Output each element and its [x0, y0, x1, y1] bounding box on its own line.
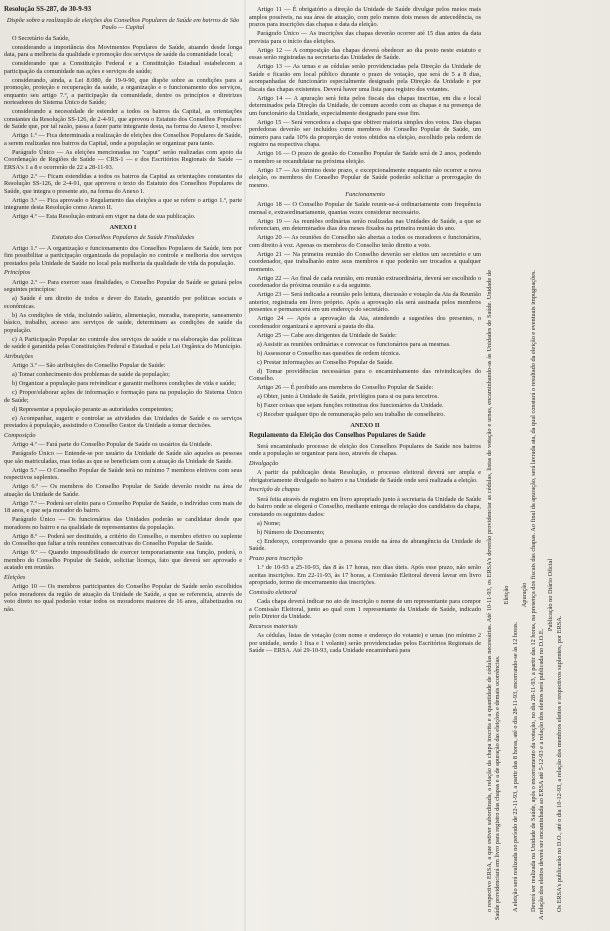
paragraph: b) As condições de vida, incluindo salário, alimentação, moradia, transporte, saneamento básico, trabalho, acesso aos serviços de saúde, determinam as condições de saúde da população. [4, 311, 242, 334]
paragraph: Artigo 12 — A composição das chapas deverá obedecer ao dia posto neste estatuto e essas serão registradas na secretaria das Unidades de Saúde. [249, 46, 481, 61]
left-column [4, 6, 242, 615]
paragraph: Parágrafo Único — Entende-se por usuário da Unidade de Saúde são aqueles as pessoas que são matriculadas, mas todas as que se beneficiam com a atuação da Unidade de Saúde. [4, 450, 242, 465]
paragraph: A eleição será realizada no período de 22-11-93, a partir das 8 horas, até o dia 28-11-93, encerrando-se às 12 horas. [511, 621, 519, 912]
rotated-column [486, 260, 604, 920]
subheading: Comissão eleitoral [249, 588, 297, 596]
paragraph: c) A Participação Popular no controle dos serviços de saúde e na elaboração das políticas de saúde é garantida pelas Constituições Federal e Estadual e pela Lei Orgânica do Município. [4, 335, 242, 350]
paragraph: Será encaminhado processo de eleição dos Conselhos Populares de Saúde nos bairros onde a população se organizar para isso, através de chapas. [249, 442, 481, 457]
resolution-title: Dispõe sobre a realização de eleições dos Conselhos Populares de Saúde em bairros de São Paulo — Capital [6, 16, 240, 31]
regulamento-body [249, 443, 481, 655]
column-fold [244, 0, 246, 931]
paragraph: Os ERSA's publicarão no D.O., até o dia 10-12-93, a relação dos membros eleitos e respectivos suplentes, por ERSA. [555, 615, 563, 912]
paragraph: As cédulas, listas de votação (com nome e endereço do votante) e urnas (no mínimo 2 por unidade, sendo 1 fixa e 1 volante) serão providenciadas pelos Escritórios Regionais de Saúde — ERSA. Até 29-10-93, cada Unidade encaminhará para [249, 632, 481, 654]
paragraph: b) Número de Documento; [257, 528, 325, 536]
subheading: Recursos materiais [249, 622, 298, 630]
paragraph: Parágrafo Único — As inscrições das chapas deverão ocorrer até 15 dias antes da data prevista para o início das eleições. [249, 30, 481, 45]
paragraph: Artigo 8.º — Poderá ser destituído, a critério do Conselho, o membro efetivo ou suplente do Conselho que faltar a três reuniões consecutivas do Conselho Popular de Saúde. [4, 532, 242, 547]
anexo-2-heading: ANEXO II [350, 421, 380, 429]
paragraph: a) Saúde é um direito de todos e dever do Estado, garantido por políticas sociais e econômicas. [4, 295, 242, 310]
paragraph: Artigo 3.º — Fica aprovado o Regulamento das eleições a que se refere o artigo 1.º, parte integrante desta Resolução como Anexo II. [4, 196, 242, 211]
paragraph: a) Tomar conhecimento dos problemas de saúde da população; [12, 371, 170, 378]
paragraph: d) Representar a população perante as autoridades competentes; [12, 405, 174, 413]
resolution-body [4, 35, 242, 221]
paragraph: Será feita através de registro em livro apropriado junto à secretaria da Unidade de Saúde do bairro onde se elegerá o Conselho, mediante entrega de relação dos candidatos da chapa, constando os seguintes dados: [249, 495, 481, 518]
right-column [249, 6, 481, 656]
paragraph: Artigo 15 — Será vencedora a chapa que obtiver maioria simples dos votos. Das chapas perdedoras deverão ser incluídos como membros do Conselho Popular de Saúde, um número para cada 10% da proporção de votos obtidos na eleição, escolhido pela ordem de registro na respectiva chapa. [249, 118, 481, 148]
paragraph: a) Obter, junto à Unidade de Saúde, privilégios para si ou para terceiros. [257, 393, 439, 400]
paragraph: b) Organizar a população para reivindicar e garantir melhores condições de vida e saúde; [12, 380, 236, 387]
estatuto-body-continued [249, 6, 481, 189]
paragraph: c) Receber qualquer tipo de remuneração pelo seu trabalho de conselheiro. [257, 411, 445, 418]
paragraph: Deverá ser realizada na Unidade de Saúde, após o encerramento da votação, no dia 28-11-93, a partir das 12 horas, na presença dos fiscais das chapas. Ao final da apuração, será lavrada ata, da qual constará o resultado da eleição e eventuais impugnações. A relação dos eleitos deverá ser encaminhada ao ERSA até 5-12-93 e a relação dos eleitos será publicada no D.O.E. [529, 270, 545, 920]
paragraph: considerando, ainda, a Lei 8.080, de 19-9-90, que dispõe sobre as condições para a promoção, proteção e recuperação da saúde, a organização e o funcionamento dos serviços, enquanto seu artigo 7.º, a participação da comunidade, dentre os princípios e diretrizes norteadores do Sistema Único de Saúde; [4, 76, 242, 106]
paragraph: a) Assistir as reuniões ordinárias e convocar os funcionários para as mesmas. [257, 340, 451, 348]
paragraph: d) Tomar providências necessárias para o encaminhamento das reivindicações do Conselho. [249, 367, 481, 382]
paragraph: Artigo 22 — Ao final de cada reunião, em reunião extraordinária, deverá ser escolhido o coordenador da próxima reunião e a da seguinte. [249, 274, 481, 289]
paragraph: Artigo 26 — É proibido aos membros do Conselho Popular de Saúde: [257, 384, 434, 391]
paragraph: b) Assessorar o Conselho nas questões de ordem técnica. [257, 349, 401, 357]
paragraph: Artigo 11 — É obrigatório a direção da Unidade de Saúde divulgar pelos meios mais amplos possíveis, na sua área de atuação, com pelo menos dois meses de antecedência, os prazos para inscrições das chapas e data da eleição. [249, 6, 481, 28]
subheading: Eleição [502, 585, 510, 605]
paragraph: considerando a importância dos Movimentos Populares de Saúde, atuando desde longa data, para a melhoria da qualidade e promoção dos serviços de saúde da comunidade local; [4, 43, 242, 58]
paragraph: c) Propor/elaborar ações de informação e formação para na população do Sistema Único de Saúde; [4, 389, 242, 404]
paragraph: Artigo 3.º — São atribuições do Conselho Popular de Saúde: [12, 362, 166, 369]
subheading: Atribuições [4, 352, 34, 360]
subheading: Prazo para inscrição [249, 554, 303, 562]
subheading: Composição [4, 431, 36, 439]
paragraph: Artigo 4.º — Esta Resolução entrará em vigor na data de sua publicação. [12, 213, 196, 220]
subheading: Divulgação [249, 459, 279, 467]
paragraph: c) Prestar informações ao Conselho Popular de Saúde. [257, 358, 394, 366]
paragraph: a) Nome; [257, 519, 281, 527]
funcionamento-body [249, 201, 481, 419]
paragraph: Parágrafo Único — Os funcionários das Unidades poderão se candidatar desde que moradores no bairro e na qualidade de representantes da população. [4, 516, 242, 531]
paragraph: Cada chapa deverá indicar no ato de inscrição o nome de um representante para compor a Comissão Eleitoral, junto ao qual com 1 representante da Unidade de Saúde, indicado pelo Diretor da Unidade. [249, 598, 481, 620]
paragraph: Artigo 1.º — Fica determinada a realização de eleições dos Conselhos Populares de Saúde, a serem realizadas nos bairros da Capital, onde a população se organizar para tanto. [4, 132, 242, 147]
rotated-column-text [486, 270, 604, 920]
paragraph: Artigo 16 — O prazo de gestão do Conselho Popular de Saúde será de 2 anos, podendo o membro se recandidatar na próxima eleição. [249, 150, 481, 165]
paragraph: Artigo 21 — Na primeira reunião do Conselho deverão ser eleitos um secretário e um coordenador, que trabalharão entre seus membros e que poderão ser trocados a qualquer momento. [249, 250, 481, 273]
paragraph: Artigo 18 — O Conselho Popular de Saúde reunir-se-á ordinariamente com frequência mensal e, extraordinariamente, quantas vezes considerar necessário. [249, 201, 481, 216]
paragraph: Artigo 5.º — O Conselho Popular de Saúde terá no mínimo 7 membros efetivos com seus respectivos suplentes. [4, 466, 242, 481]
paragraph: Artigo 17 — Ao término deste prazo, e excepcionalmente enquanto não ocorrer a nova eleição, os membros do Conselho Popular de Saúde poderão solicitar a prorrogação do mesmo. [249, 166, 481, 189]
paragraph: Artigo 19 — As reuniões ordinárias serão realizadas nas Unidades de Saúde, a que se referenciam, em determinados dias dos meses fixados na primeira reunião do ano. [249, 217, 481, 232]
paragraph: o respectivo ERSA, a que estiver subordinada, a relação da chapa inscrita e a quantidade de cédulas necessárias. Até 10-11-93, os ERSA's deverão providenciar as cédulas, listas de votação e urnas, encaminhando-as às Unidades de Saúde. Unidade de Saúde providenciará em livro para registro das chapas e a de apuração das eleições e demais ocorrências. [486, 270, 501, 920]
paragraph: c) Endereço, comprovando que a pessoa reside na área de abrangência da Unidade de Saúde. [249, 537, 481, 552]
paragraph: Artigo 14 — A apuração será feita pelos fiscais das chapas inscritas, em dia e local determinados pela Direção da Unidade, de comum acordo com as chapas e na presença de um funcionário da Unidade, especialmente designado para esse fim. [249, 94, 481, 117]
paragraph: Artigo 24 — Após a aprovação da Ata, atendendo a sugestões dos presentes, o coordenador organizará e aprovará a pauta do dia. [249, 315, 481, 330]
subheading: Princípios [4, 269, 31, 276]
paragraph: O Secretário da Saúde, [12, 34, 70, 42]
resolution-header: Resolução SS-287, de 30-9-93 [4, 5, 92, 13]
paragraph: Artigo 7.º — Poderá ser eleito para o Conselho Popular de Saúde, o indivíduo com mais de 18 anos, e que seja morador do bairro. [4, 499, 242, 514]
estatuto-title: Estatuto dos Conselhos Populares de Saúde Finalidades [51, 234, 195, 241]
paragraph: Artigo 6.º — Os membros do Conselho Popular de Saúde deverão residir na área de atuação da Unidade de Saúde. [4, 483, 242, 498]
paragraph: Artigo 9.º — Quando impossibilitado de exercer temporariamente sua função, poderá, o membro do Conselho Popular de Saúde, solicitar licença, fato que deverá ser aprovado e acatado em reunião. [4, 549, 242, 571]
regulamento-title: Regulamento da Eleição dos Conselhos Populares de Saúde [249, 431, 426, 439]
paragraph: Artigo 2.º — Ficam estendidas a todos os bairros da Capital as orientações constantes da Resolução SS-126, de 2-4-91, que aprovou o texto do Estatuto dos Conselhos Populares de Saúde, que integra o presente ato, na forma do Anexo I. [4, 172, 242, 195]
subheading: Eleições [4, 573, 26, 581]
paragraph: A partir da publicação desta Resolução, o processo eleitoral deverá ser ampla e obrigatoriamente divulgado no bairro e na Unidade de Saúde onde será realizada a eleição. [249, 469, 481, 484]
subheading: Apuração [520, 582, 528, 608]
paragraph: Artigo 25 — Cabe aos dirigentes da Unidade de Saúde: [257, 331, 397, 339]
subheading: Inscrição de chapas [249, 486, 300, 493]
estatuto-body [4, 245, 242, 614]
anexo-1-heading: ANEXO I [109, 223, 137, 231]
paragraph: e) Acompanhar, sugerir e controlar as atividades das Unidades de Saúde e os serviços prestados à população, assistindo o Conselho Gestor da Unidade a tomar decisões. [4, 414, 242, 429]
paragraph: Artigo 2.º — Para exercer suas finalidades, o Conselho Popular de Saúde se guiará pelos seguintes princípios: [4, 278, 242, 293]
paragraph: Artigo 10 — Os membros participantes do Conselho Popular de Saúde serão escolhidos pelos moradores da região de atuação da Unidade de Saúde, a que se referencia, através de voto direto no qual poderão votar todos os moradores maiores de 16 anos, alfabetizados ou não. [4, 583, 242, 613]
subheading: Publicação no Diário Oficial [546, 558, 554, 632]
paragraph: considerando a necessidade de estender a todos os bairros da Capital, as orientações constantes da Resolução SS-126, de 2-4-91, que aprovou o Estatuto dos Conselhos Populares de Saúde que, por tal razão, passa a fazer parte integrante desta, na forma do Anexo I, resolve: [4, 108, 242, 130]
paragraph: Artigo 1.º — A organização e funcionamento dos Conselhos Populares de Saúde, tem por fim possibilitar a participação organizada da população no controle e melhoria dos serviços prestados pela Unidade de Saúde no local pela melhoria da qualidade de vida da população. [4, 244, 242, 267]
paragraph: considerando que a Constituição Federal e a Constituição Estadual estabelecem a participação da comunidade nas ações e serviços de saúde; [4, 60, 242, 75]
paragraph: Artigo 4.º — Fará parte do Conselho Popular de Saúde os usuários da Unidade. [12, 441, 213, 448]
paragraph: Parágrafo Único — As eleições mencionadas no "caput" serão realizadas com apoio da Coordenação de Regiões de Saúde — CRS-1 — e dos Escritórios Regionais de Saúde — ERSA's 1 a 8 e ocorrerão de 22 a 28-11-93. [4, 148, 242, 171]
funcionamento-heading: Funcionamento [345, 190, 385, 198]
paragraph: b) Fazer coisas que sejam funções rotineiras dos funcionários da Unidade. [257, 402, 444, 409]
paragraph: 1.º de 10-93 a 25-10-93, das 8 às 17 horas, nos dias úteis. Após esse prazo, não serão aceitas inscrições. Em 22-11-93, às 17 horas, a Comissão Eleitoral deverá lavrar em livro apropriado, termo de encerramento das inscrições. [249, 564, 481, 586]
paragraph: Artigo 20 — As reuniões do Conselho são abertas a todos os moradores e funcionários, com direito à voz. Apenas os membros do Conselho terão direito a voto. [249, 234, 481, 249]
paragraph: Artigo 13 — As urnas e as cédulas serão providenciadas pela Direção da Unidade de Saúde e ficarão em local público durante o prazo de votação, que será de 5 a 8 dias, acompanhadas de funcionário especialmente designado pela Direção da Unidade e por fiscais das chapas existentes. Deverá haver uma lista para registro dos votantes. [249, 63, 481, 93]
paragraph: Artigo 23 — Será indicada a reunião pelo leitura, discussão e votação da Ata da Reunião anterior, registrada em livro próprio. Após a aprovação ela será assinada pelos membros presentes e permanecerá em um endereço do secretário. [249, 291, 481, 313]
